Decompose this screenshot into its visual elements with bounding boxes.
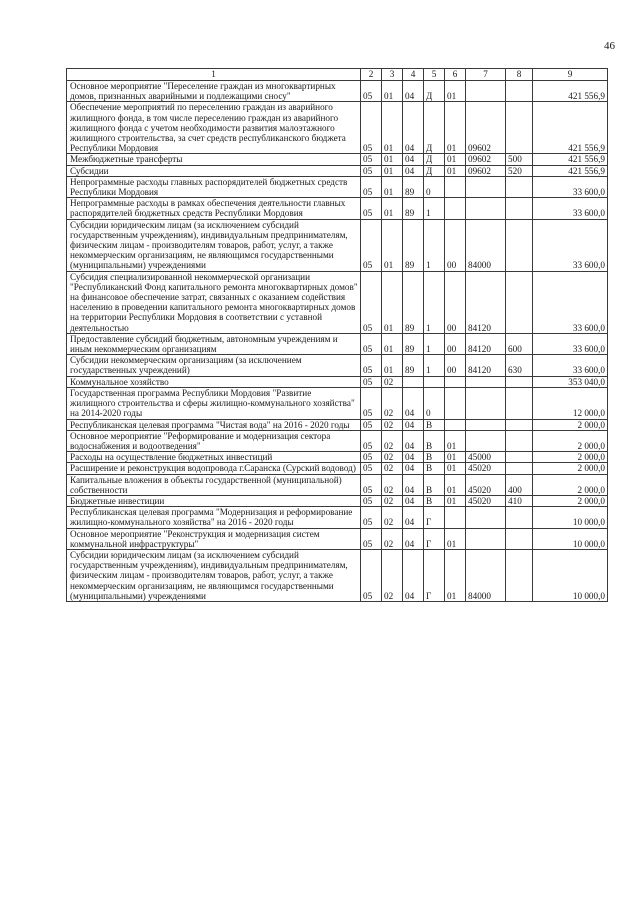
row-code-3: 01 — [382, 219, 403, 271]
row-code-5: 1 — [424, 198, 445, 219]
row-code-5: Г — [424, 528, 445, 549]
row-code-7: 84120 — [466, 271, 506, 333]
row-code-6: 01 — [445, 154, 466, 165]
row-code-8: 630 — [506, 355, 533, 376]
row-code-6: 00 — [445, 271, 466, 333]
row-code-7 — [466, 81, 506, 102]
budget-table — [66, 68, 608, 602]
row-code-2: 05 — [361, 165, 382, 176]
row-code-2: 05 — [361, 154, 382, 165]
column-header: 1 — [67, 69, 361, 81]
row-code-7 — [466, 198, 506, 219]
row-code-6 — [445, 176, 466, 197]
row-code-4: 04 — [403, 81, 424, 102]
table-row — [67, 463, 608, 474]
row-code-5: 1 — [424, 219, 445, 271]
row-code-3: 01 — [382, 154, 403, 165]
row-code-4: 04 — [403, 528, 424, 549]
row-code-6 — [445, 507, 466, 528]
row-code-8 — [506, 452, 533, 463]
row-code-7: 45020 — [466, 463, 506, 474]
row-code-4: 04 — [403, 463, 424, 474]
row-code-3: 01 — [382, 333, 403, 354]
row-code-5: Д — [424, 102, 445, 154]
row-name: Предоставление субсидий бюджетным, автономным учреждениям и иным некоммерческим организациям — [67, 333, 361, 354]
row-amount: 421 556,9 — [533, 81, 608, 102]
row-code-6: 00 — [445, 333, 466, 354]
row-code-7: 84000 — [466, 549, 506, 601]
row-code-7: 84120 — [466, 333, 506, 354]
row-code-2: 05 — [361, 549, 382, 601]
row-amount: 353 040,0 — [533, 376, 608, 387]
row-code-4: 04 — [403, 452, 424, 463]
table-row — [67, 165, 608, 176]
row-code-5: Д — [424, 81, 445, 102]
row-code-5: 1 — [424, 271, 445, 333]
row-code-8: 410 — [506, 495, 533, 506]
row-code-3: 01 — [382, 176, 403, 197]
row-code-3: 02 — [382, 376, 403, 387]
row-code-3: 02 — [382, 495, 403, 506]
row-amount: 10 000,0 — [533, 528, 608, 549]
row-code-4 — [403, 376, 424, 387]
row-code-7: 45000 — [466, 452, 506, 463]
row-code-7: 45020 — [466, 495, 506, 506]
row-code-8 — [506, 102, 533, 154]
table-row — [67, 81, 608, 102]
table-row — [67, 176, 608, 197]
row-code-6: 01 — [445, 495, 466, 506]
row-code-8 — [506, 419, 533, 430]
row-code-6 — [445, 387, 466, 419]
row-amount: 421 556,9 — [533, 154, 608, 165]
row-code-2: 05 — [361, 271, 382, 333]
row-name: Основное мероприятие "Переселение граждан из многоквартирных домов, признанных аварийными и подлежащими сносу" — [67, 81, 361, 102]
table-row — [67, 507, 608, 528]
row-code-3: 02 — [382, 430, 403, 451]
table-header-row — [67, 69, 608, 81]
row-amount: 12 000,0 — [533, 387, 608, 419]
row-code-5: Г — [424, 507, 445, 528]
row-code-2: 05 — [361, 452, 382, 463]
row-code-8: 500 — [506, 154, 533, 165]
row-code-2: 05 — [361, 419, 382, 430]
row-amount: 2 000,0 — [533, 430, 608, 451]
row-code-2: 05 — [361, 507, 382, 528]
page-number: 46 — [604, 40, 615, 52]
row-code-2: 05 — [361, 376, 382, 387]
table-row — [67, 154, 608, 165]
row-code-7 — [466, 387, 506, 419]
column-header: 5 — [424, 69, 445, 81]
row-code-5: В — [424, 474, 445, 495]
row-code-2: 05 — [361, 495, 382, 506]
row-code-7: 09602 — [466, 165, 506, 176]
row-code-3: 01 — [382, 271, 403, 333]
row-code-8 — [506, 507, 533, 528]
row-code-8 — [506, 463, 533, 474]
row-code-8 — [506, 176, 533, 197]
row-name: Субсидии некоммерческим организациям (за исключением государственных учреждений) — [67, 355, 361, 376]
row-code-4: 04 — [403, 474, 424, 495]
row-code-8 — [506, 219, 533, 271]
row-code-6: 01 — [445, 463, 466, 474]
row-code-3: 02 — [382, 463, 403, 474]
row-code-7: 09602 — [466, 102, 506, 154]
row-code-4: 04 — [403, 154, 424, 165]
row-code-7: 84000 — [466, 219, 506, 271]
row-code-4: 04 — [403, 549, 424, 601]
row-code-4: 04 — [403, 419, 424, 430]
row-code-2: 05 — [361, 102, 382, 154]
table-row — [67, 198, 608, 219]
table-row — [67, 271, 608, 333]
row-name: Субсидия специализированной некоммерческой организации "Республиканский Фонд капитального ремонта многоквартирных домов" на финансовое обеспечение затрат, связанных с оказанием содействия населению в проведении капитального ремонта многоквартирных домов на территории Республики Мордовия в соответствии с уставной деятельностью — [67, 271, 361, 333]
row-code-4: 04 — [403, 165, 424, 176]
row-code-7: 84120 — [466, 355, 506, 376]
row-amount: 2 000,0 — [533, 495, 608, 506]
row-code-7: 09602 — [466, 154, 506, 165]
row-code-6 — [445, 198, 466, 219]
row-code-8: 400 — [506, 474, 533, 495]
row-code-4: 04 — [403, 387, 424, 419]
column-header: 8 — [506, 69, 533, 81]
table-row — [67, 219, 608, 271]
row-amount: 2 000,0 — [533, 419, 608, 430]
column-header: 6 — [445, 69, 466, 81]
row-amount: 33 600,0 — [533, 198, 608, 219]
row-code-8 — [506, 430, 533, 451]
row-code-4: 04 — [403, 495, 424, 506]
row-amount: 2 000,0 — [533, 463, 608, 474]
row-code-2: 05 — [361, 219, 382, 271]
table-row — [67, 452, 608, 463]
row-code-3: 02 — [382, 507, 403, 528]
row-code-6: 01 — [445, 430, 466, 451]
column-header: 4 — [403, 69, 424, 81]
row-code-3: 02 — [382, 528, 403, 549]
row-code-5: Д — [424, 154, 445, 165]
row-code-6: 01 — [445, 452, 466, 463]
row-code-7 — [466, 376, 506, 387]
row-name: Обеспечение мероприятий по переселению граждан из аварийного жилищного фонда, в том числе переселению граждан из аварийного жилищного фонда с учетом необходимости развития малоэтажного жилищного строительства, за счет средств республиканского бюджета Республики Мордовия — [67, 102, 361, 154]
column-header: 9 — [533, 69, 608, 81]
row-name: Государственная программа Республики Мордовия "Развитие жилищного строительства и сферы жилищно-коммунального хозяйства" на 2014-2020 годы — [67, 387, 361, 419]
row-code-2: 05 — [361, 387, 382, 419]
row-code-5: Д — [424, 165, 445, 176]
table-row — [67, 474, 608, 495]
row-code-5: В — [424, 430, 445, 451]
row-code-5: В — [424, 419, 445, 430]
row-name: Непрограммные расходы в рамках обеспечения деятельности главных распорядителей бюджетных средств Республики Мордовия — [67, 198, 361, 219]
row-code-3: 01 — [382, 165, 403, 176]
row-code-3: 02 — [382, 474, 403, 495]
row-code-2: 05 — [361, 198, 382, 219]
row-code-5: 0 — [424, 176, 445, 197]
row-code-7 — [466, 528, 506, 549]
column-header: 7 — [466, 69, 506, 81]
row-code-8 — [506, 549, 533, 601]
table-row — [67, 430, 608, 451]
row-name: Субсидии юридическим лицам (за исключением субсидий государственным учреждениям), индивидуальным предпринимателям, физическим лицам - производителям товаров, работ, услуг, а также некоммерческим организациям, не являющимся государственными (муниципальными) учреждениями — [67, 549, 361, 601]
row-amount: 421 556,9 — [533, 102, 608, 154]
row-code-5 — [424, 376, 445, 387]
row-code-6 — [445, 376, 466, 387]
row-code-5: 1 — [424, 355, 445, 376]
row-amount: 33 600,0 — [533, 219, 608, 271]
row-code-4: 04 — [403, 102, 424, 154]
row-code-8 — [506, 376, 533, 387]
row-code-3: 01 — [382, 81, 403, 102]
row-code-6: 00 — [445, 219, 466, 271]
row-name: Основное мероприятие "Реформирование и модернизация сектора водоснабжения и водоотведения" — [67, 430, 361, 451]
row-code-6: 01 — [445, 474, 466, 495]
row-code-6: 00 — [445, 355, 466, 376]
table-row — [67, 376, 608, 387]
row-code-4: 89 — [403, 176, 424, 197]
row-code-5: В — [424, 495, 445, 506]
row-name: Межбюджетные трансферты — [67, 154, 361, 165]
row-code-2: 05 — [361, 463, 382, 474]
row-name: Республиканская целевая программа "Чистая вода" на 2016 - 2020 годы — [67, 419, 361, 430]
row-code-6: 01 — [445, 549, 466, 601]
row-code-7 — [466, 176, 506, 197]
row-name: Субсидии — [67, 165, 361, 176]
row-code-6: 01 — [445, 165, 466, 176]
row-code-2: 05 — [361, 81, 382, 102]
row-code-3: 02 — [382, 452, 403, 463]
row-name: Расходы на осуществление бюджетных инвестиций — [67, 452, 361, 463]
row-code-4: 89 — [403, 198, 424, 219]
row-amount: 2 000,0 — [533, 452, 608, 463]
row-name: Коммунальное хозяйство — [67, 376, 361, 387]
row-code-3: 02 — [382, 419, 403, 430]
row-amount: 2 000,0 — [533, 474, 608, 495]
row-code-5: Г — [424, 549, 445, 601]
column-header: 2 — [361, 69, 382, 81]
row-code-5: В — [424, 452, 445, 463]
row-code-7 — [466, 419, 506, 430]
table-row — [67, 549, 608, 601]
row-code-4: 89 — [403, 333, 424, 354]
table-row — [67, 387, 608, 419]
row-amount: 33 600,0 — [533, 176, 608, 197]
row-code-4: 89 — [403, 355, 424, 376]
table-row — [67, 102, 608, 154]
table-row — [67, 355, 608, 376]
row-code-2: 05 — [361, 474, 382, 495]
row-code-3: 01 — [382, 198, 403, 219]
row-code-2: 05 — [361, 176, 382, 197]
row-name: Республиканская целевая программа "Модернизация и реформирование жилищно-коммунального хозяйства" на 2016 - 2020 годы — [67, 507, 361, 528]
column-header: 3 — [382, 69, 403, 81]
row-code-3: 01 — [382, 355, 403, 376]
row-code-8: 600 — [506, 333, 533, 354]
row-code-6 — [445, 419, 466, 430]
row-code-4: 89 — [403, 271, 424, 333]
row-code-3: 02 — [382, 549, 403, 601]
table-row — [67, 495, 608, 506]
row-amount: 33 600,0 — [533, 355, 608, 376]
row-name: Бюджетные инвестиции — [67, 495, 361, 506]
table-row — [67, 528, 608, 549]
row-name: Непрограммные расходы главных распорядителей бюджетных средств Республики Мордовия — [67, 176, 361, 197]
row-code-3: 02 — [382, 387, 403, 419]
row-code-7 — [466, 430, 506, 451]
row-code-6: 01 — [445, 528, 466, 549]
row-code-4: 89 — [403, 219, 424, 271]
row-code-7: 45020 — [466, 474, 506, 495]
row-name: Расширение и реконструкция водопровода г.Саранска (Сурский водовод) — [67, 463, 361, 474]
row-code-6: 01 — [445, 81, 466, 102]
row-amount: 10 000,0 — [533, 507, 608, 528]
table-row — [67, 419, 608, 430]
row-amount: 33 600,0 — [533, 333, 608, 354]
row-code-8 — [506, 387, 533, 419]
row-name: Субсидии юридическим лицам (за исключением субсидий государственным учреждениям), индивидуальным предпринимателям, физическим лицам - производителям товаров, работ, услуг, а также некоммерческим организациям, не являющимся государственными (муниципальными) учреждениями — [67, 219, 361, 271]
row-amount: 10 000,0 — [533, 549, 608, 601]
row-code-2: 05 — [361, 355, 382, 376]
row-code-8: 520 — [506, 165, 533, 176]
row-code-4: 04 — [403, 430, 424, 451]
row-code-7 — [466, 507, 506, 528]
row-name: Основное мероприятие "Реконструкция и модернизация систем коммунальной инфраструктуры" — [67, 528, 361, 549]
row-code-4: 04 — [403, 507, 424, 528]
row-code-2: 05 — [361, 430, 382, 451]
row-code-2: 05 — [361, 333, 382, 354]
row-code-8 — [506, 271, 533, 333]
row-code-6: 01 — [445, 102, 466, 154]
row-code-5: В — [424, 463, 445, 474]
row-code-3: 01 — [382, 102, 403, 154]
row-code-5: 0 — [424, 387, 445, 419]
row-code-8 — [506, 528, 533, 549]
row-code-8 — [506, 198, 533, 219]
row-code-2: 05 — [361, 528, 382, 549]
row-amount: 33 600,0 — [533, 271, 608, 333]
row-code-5: 1 — [424, 333, 445, 354]
row-amount: 421 556,9 — [533, 165, 608, 176]
table-row — [67, 333, 608, 354]
row-code-8 — [506, 81, 533, 102]
row-name: Капитальные вложения в объекты государственной (муниципальной) собственности — [67, 474, 361, 495]
